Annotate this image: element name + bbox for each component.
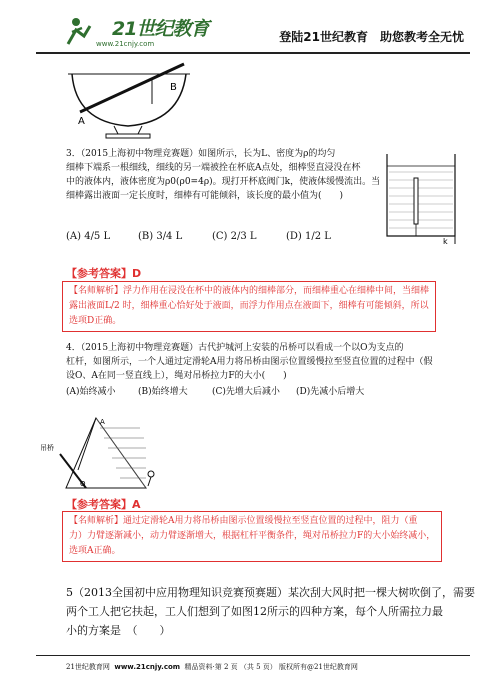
bridge-label-cable: 吊桥 [40, 444, 54, 452]
q3-option-a: (A) 4/5 L [66, 231, 111, 242]
q3-option-b: (B) 3/4 L [138, 231, 183, 242]
tube-figure [381, 150, 461, 246]
question-4-analysis: 【名师解析】通过定滑轮A用力将吊桥由图示位置缓慢拉至竖直位置的过程中，阻力（重 力）力臂逐渐减小，动力臂逐渐增大，根据杠杆平衡条件，绳对吊桥拉力F的大小始终减小， 选项A正确。 [62, 511, 442, 562]
q3-option-d: (D) 1/2 L [286, 231, 331, 242]
bridge-label-a: A [100, 418, 105, 426]
question-4-text: 4．（2015上海初中物理竞赛题）古代护城河上安装的吊桥可以看成一个以O为支点的 杠杆，如图所示，一个人通过定滑轮A用力将吊桥由图示位置缓慢拉至竖直位置的过程中（假 设O、A在同一竖直线上），绳对吊桥拉力F的大小( ) [66, 343, 433, 381]
logo-url: www.21cnjy.com [96, 40, 155, 48]
question-3-analysis: 【名师解析】浮力作用在浸没在杯中的液体内的细棒部分，而细棒重心在细棒中间，当细棒 露出液面L/2 时，细棒重心恰好处于液面，而浮力作用点在液面下，细棒有可能倾斜，所以 选项D正确。 [62, 281, 436, 332]
q4-option-b: (B)始终增大 [138, 387, 188, 397]
q4-option-d: (D)先减小后增大 [296, 387, 365, 397]
bowl-label-b: B [170, 82, 177, 93]
header-divider [36, 52, 470, 54]
header-slogan: 登陆21世纪教育 助您教考全无忧 [279, 30, 464, 44]
page-header [0, 0, 500, 64]
bowl-label-a: A [78, 116, 85, 127]
footer-left: 21世纪教育网 [66, 663, 110, 671]
bowl-figure [66, 60, 192, 140]
bridge-label-o: O [80, 480, 86, 488]
question-3-answer: 【参考答案】D [66, 267, 142, 280]
footer-divider [36, 655, 470, 656]
question-3-text: 3．（2015上海初中物理竞赛题）如图所示，长为L、密度为ρ的均匀 细棒下端系一根细线，细线的另一端被拴在杯底A点处，细棒竖直浸没在杯 中的液体内，液体密度为ρ0(ρ0=4ρ)。现打开杯底阀门k，使液体缓慢流出。当 细棒露出液面一定长度时，细棒有可能倾斜，该长度的最小值为( ) [66, 149, 381, 201]
q3-option-c: (C) 2/3 L [212, 231, 257, 242]
question-4-answer: 【参考答案】A [66, 498, 141, 511]
footer-url: www.21cnjy.com [114, 663, 181, 671]
footer-right: 精品资料·第 2 页 （共 5 页） 版权所有@21世纪教育网 [184, 663, 358, 671]
logo-text: 21世纪教育 [112, 18, 209, 40]
page-footer [66, 662, 358, 672]
q4-option-a: (A)始终减小 [66, 387, 116, 397]
q4-option-c: (C)先增大后减小 [212, 387, 280, 397]
tube-label-k: k [443, 237, 448, 246]
drawbridge-figure [26, 414, 166, 490]
question-5-text: 5（2013全国初中应用物理知识竞赛预赛题）某次刮大风时把一棵大树吹倒了，需要 两个工人把它扶起，工人们想到了如图12所示的四种方案，每个人所需拉力最 小的方案是 （ ） [66, 586, 475, 637]
